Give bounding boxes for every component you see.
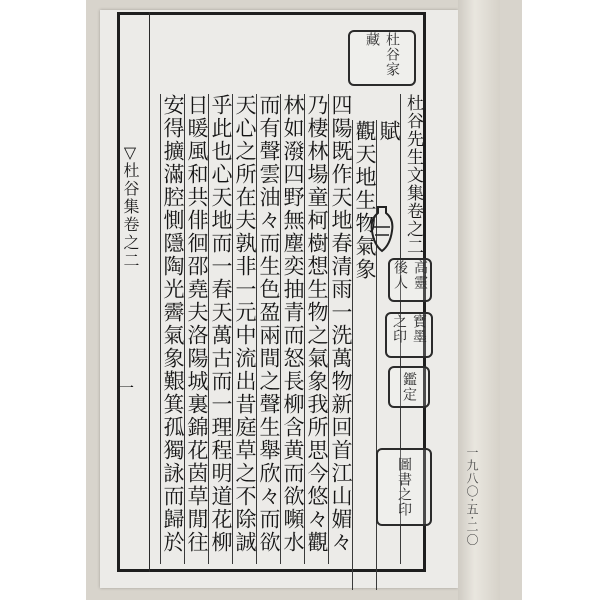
seal-lower-text: 圖書之印 [396, 457, 412, 517]
seal-mid-2 [385, 312, 433, 358]
text-column-3: 林如潑四野無塵奕抽青而怒長柳含黄而欲嚬水 [280, 94, 305, 564]
center-fold-column [117, 12, 150, 572]
seal-lower [376, 448, 432, 526]
vase-seal-icon [370, 205, 394, 255]
handwritten-note: 一九八〇·五·二〇 [465, 446, 479, 547]
text-column-4: 而有聲雲油々而生色盈兩間之聲生舉欣々而欲 [256, 94, 281, 564]
leaf-number: 一 [117, 380, 135, 395]
text-column-7: 日暖風和共俳徊邵堯夫洛陽城裏錦花茵草閒往 [184, 94, 209, 564]
seal-mid-2-text: 寶墨之印 [391, 314, 427, 344]
seal-mid-1 [388, 258, 432, 302]
text-column-6: 乎此也心天地而一春天萬古而一理程明道花柳 [208, 94, 233, 564]
fishtail-mark: ▽ [123, 143, 137, 162]
center-title: 杜谷集卷之二 [121, 162, 140, 270]
text-column-2: 乃棲林場童柯樹想生物之氣象我所思今悠々觀 [304, 94, 329, 564]
seal-mid-3 [388, 366, 430, 408]
seal-upper-text: 杜谷家藏 [364, 32, 400, 77]
text-column-8: 安得擴滿腔惻隱陶光霽氣象艱箕孤獨詠而歸於 [160, 94, 185, 564]
text-column-5: 天心之所在夫孰非一元中流出昔庭草之不除誠 [232, 94, 257, 564]
genre-label: 賦 [376, 120, 401, 590]
seal-mid-1-text: 高靈後人 [392, 260, 428, 290]
seal-upper [348, 30, 416, 86]
poem-title: 觀天地生物氣象 [352, 120, 377, 590]
seal-mid-3-text: 鑑定 [401, 372, 417, 402]
collection-title: 杜谷先生文集卷之二 [400, 94, 425, 564]
text-column-1: 四陽既作天地春清雨一洗萬物新回首江山媚々 [328, 94, 353, 564]
